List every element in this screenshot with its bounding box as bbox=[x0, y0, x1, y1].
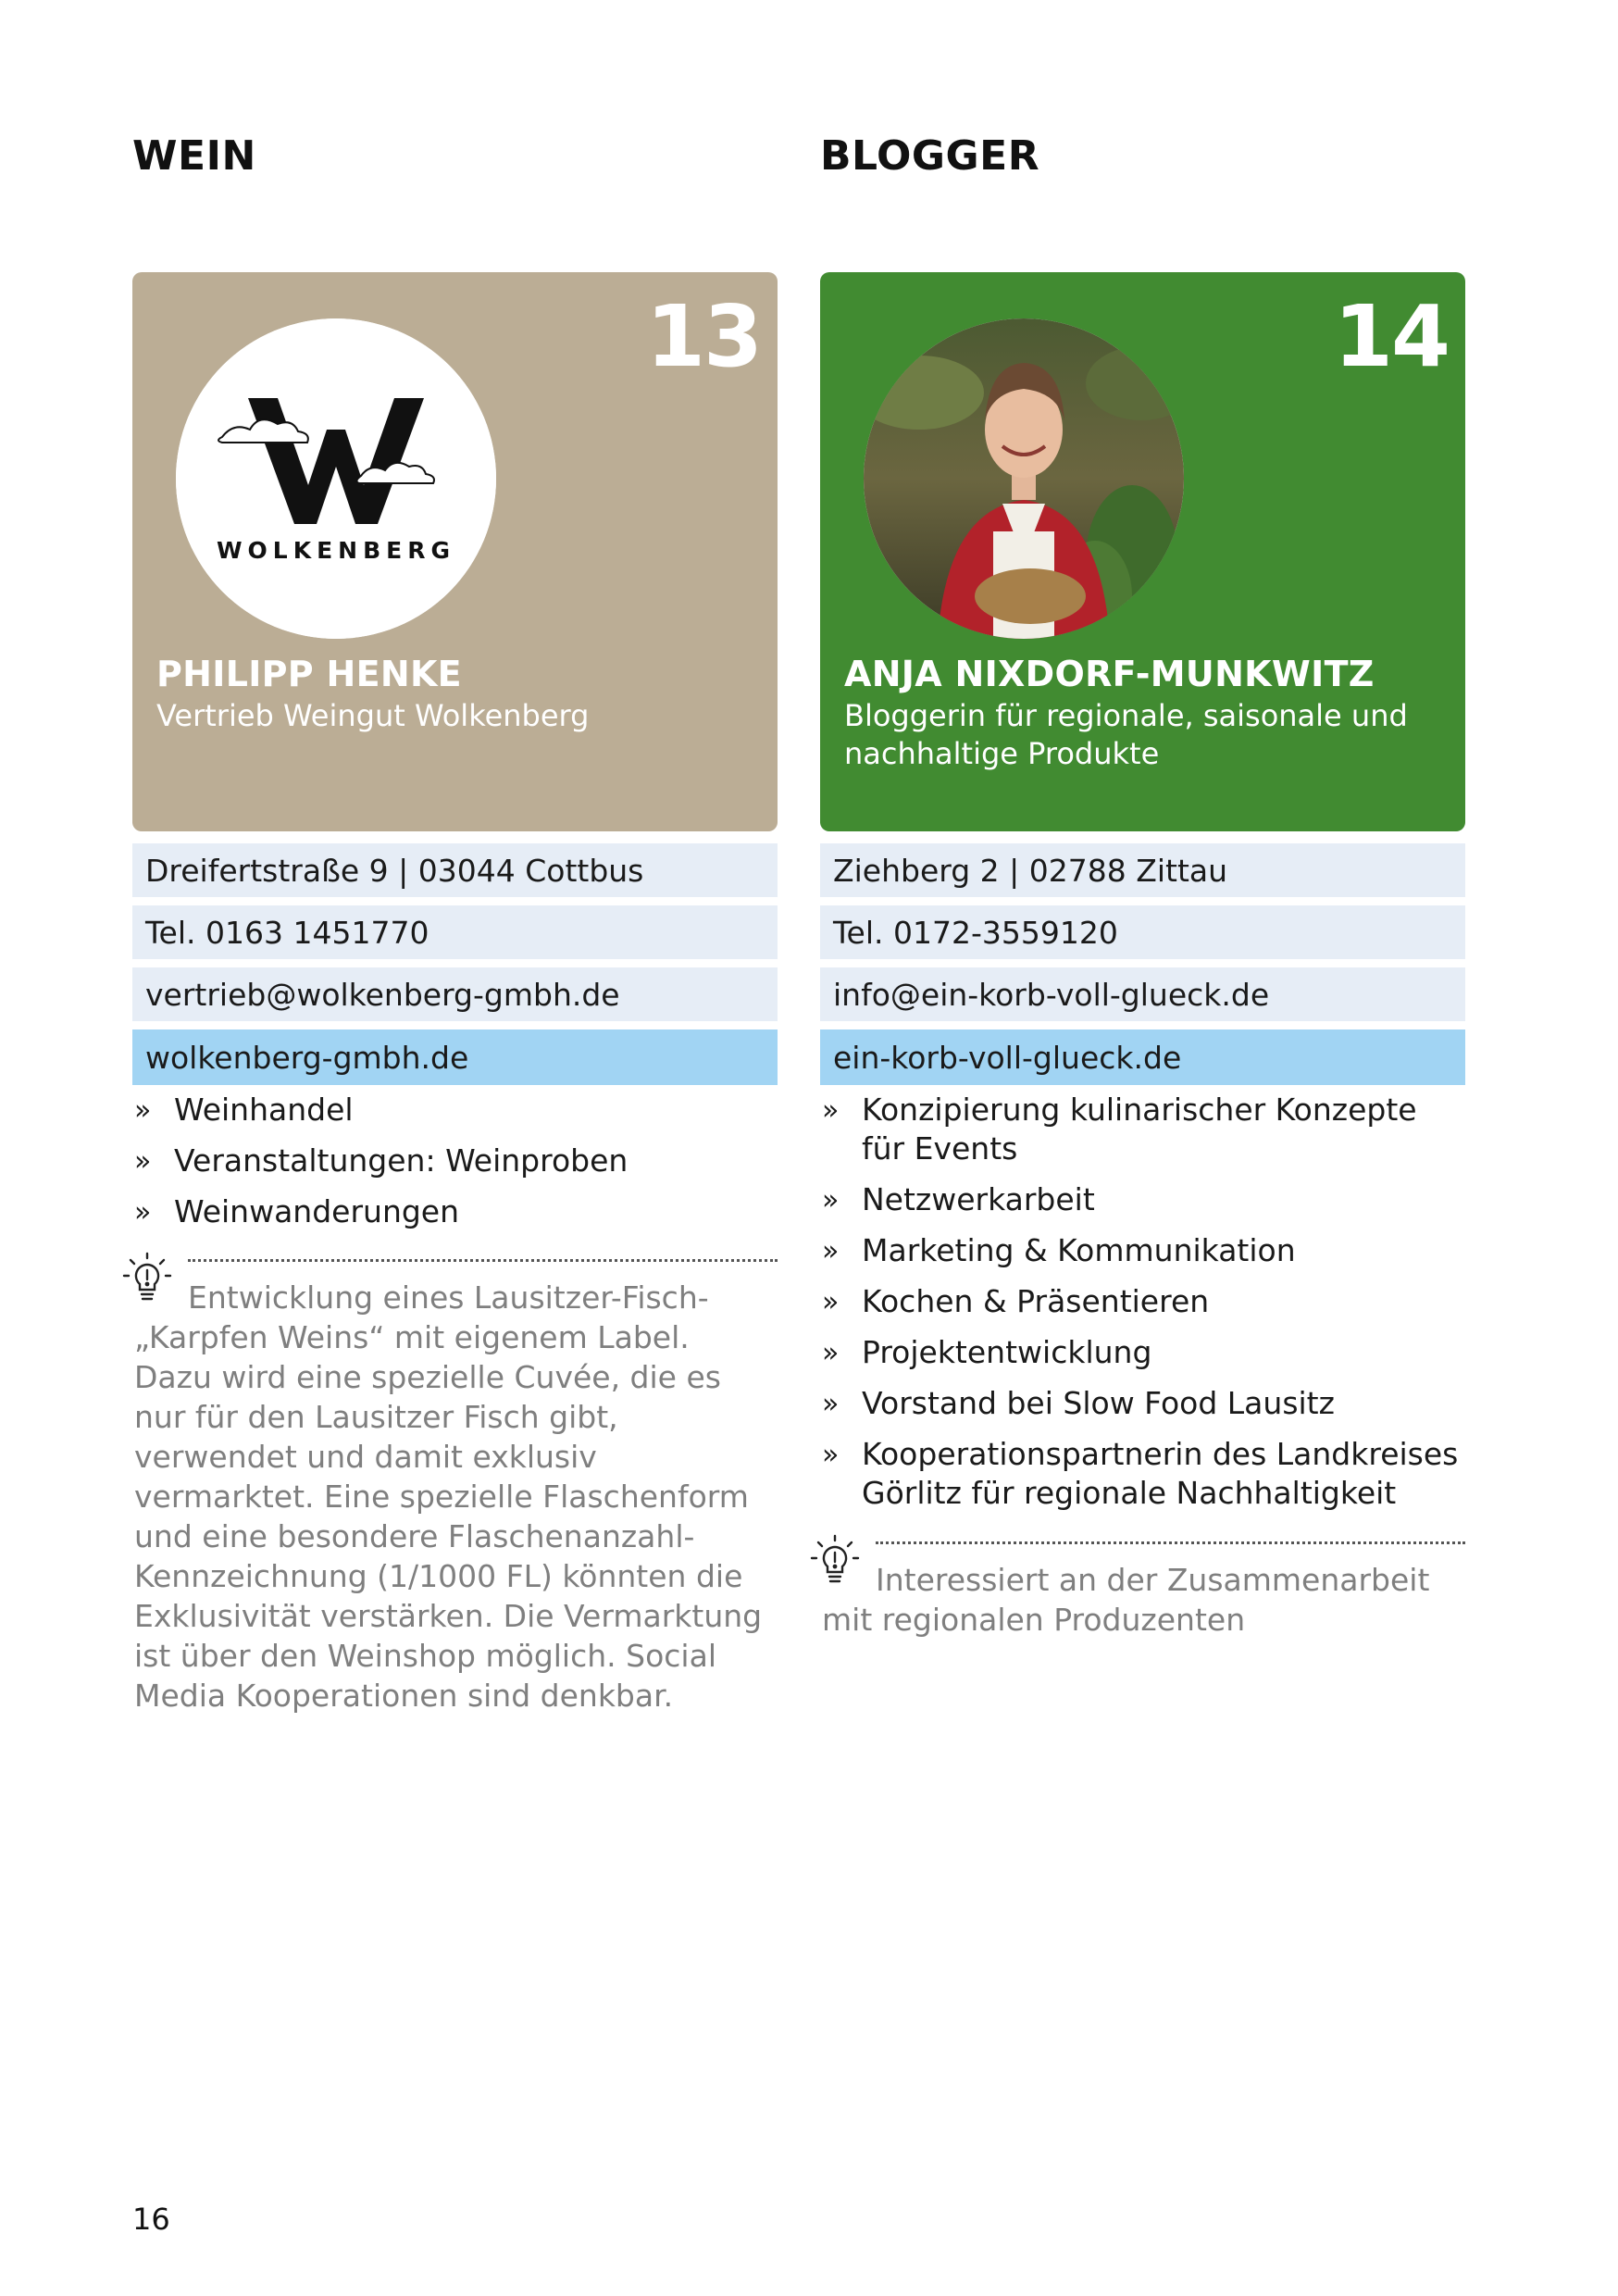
contact-info bbox=[132, 843, 778, 1093]
website-link[interactable]: ein-korb-voll-glueck.de bbox=[820, 1029, 1465, 1085]
website-link[interactable]: wolkenberg-gmbh.de bbox=[132, 1029, 778, 1085]
portrait-image bbox=[864, 318, 1184, 639]
logo-text: WOLKENBERG bbox=[216, 537, 456, 564]
bullet-icon: » bbox=[134, 1094, 152, 1127]
bullet-icon: » bbox=[822, 1286, 840, 1318]
list-item bbox=[820, 1435, 1465, 1513]
services-list bbox=[132, 1091, 778, 1243]
list-item bbox=[132, 1192, 778, 1231]
bullet-icon: » bbox=[822, 1337, 840, 1369]
list-item-label: Kooperationspartnerin des Landkreises Görlitz für regionale Nachhaltigkeit bbox=[862, 1436, 1459, 1511]
wolkenberg-logo-icon bbox=[176, 318, 496, 639]
list-item-label: Weinhandel bbox=[174, 1092, 354, 1128]
list-item bbox=[820, 1384, 1465, 1423]
person-name: PHILIPP HENKE bbox=[156, 654, 462, 694]
list-item-label: Konzipierung kulinarischer Konzepte für Events bbox=[862, 1092, 1417, 1167]
list-item bbox=[132, 1091, 778, 1129]
bullet-icon: » bbox=[822, 1184, 840, 1217]
list-item-label: Netzwerkarbeit bbox=[862, 1181, 1095, 1217]
card-number: 14 bbox=[1333, 287, 1449, 386]
note-text: Interessiert an der Zusammenarbeit mit regionalen Produzenten bbox=[822, 1562, 1430, 1638]
list-item-label: Projektentwicklung bbox=[862, 1334, 1152, 1370]
dotted-divider bbox=[188, 1259, 778, 1262]
bullet-icon: » bbox=[134, 1196, 152, 1229]
list-item bbox=[820, 1282, 1465, 1321]
list-item bbox=[820, 1333, 1465, 1372]
dotted-divider bbox=[876, 1541, 1465, 1544]
email-row[interactable]: vertrieb@wolkenberg-gmbh.de bbox=[132, 967, 778, 1021]
bullet-icon: » bbox=[822, 1439, 840, 1471]
list-item-label: Weinwanderungen bbox=[174, 1193, 460, 1229]
contact-card bbox=[820, 272, 1465, 831]
contact-card bbox=[132, 272, 778, 831]
note-text: Entwicklung eines Lausitzer-Fisch-„Karpfen Weins“ mit eigenem Label. Dazu wird eine spezielle Cuvée, die es nur für den Lausitzer Fisch gibt, verwendet und damit exklusiv vermarktet. Eine spezielle Flaschenform und eine besondere Flaschenanzahl-Kennzeichnung (1/1000 FL) könnten die Exklusivität verstärken. Die Vermarktung ist über den Weinshop möglich. Social Media Kooperationen sind denkbar. bbox=[134, 1279, 763, 1714]
section-title: WEIN bbox=[132, 132, 256, 180]
portrait-photo bbox=[864, 318, 1184, 639]
list-item bbox=[820, 1180, 1465, 1219]
email-row[interactable]: info@ein-korb-voll-glueck.de bbox=[820, 967, 1465, 1021]
list-item-label: Kochen & Präsentieren bbox=[862, 1283, 1210, 1319]
bullet-icon: » bbox=[822, 1388, 840, 1420]
person-role: Vertrieb Weingut Wolkenberg bbox=[156, 698, 590, 733]
phone-row[interactable]: Tel. 0172-3559120 bbox=[820, 905, 1465, 959]
list-item-label: Vorstand bei Slow Food Lausitz bbox=[862, 1385, 1335, 1421]
list-item bbox=[132, 1142, 778, 1180]
person-name: ANJA NIXDORF-MUNKWITZ bbox=[844, 654, 1375, 694]
bullet-icon: » bbox=[822, 1235, 840, 1267]
company-logo bbox=[176, 318, 496, 639]
list-item bbox=[820, 1231, 1465, 1270]
card-number: 13 bbox=[645, 287, 761, 386]
services-list bbox=[820, 1091, 1465, 1525]
address-row: Ziehberg 2 | 02788 Zittau bbox=[820, 843, 1465, 897]
address-row: Dreifertstraße 9 | 03044 Cottbus bbox=[132, 843, 778, 897]
section-title: BLOGGER bbox=[820, 132, 1040, 180]
list-item-label: Veranstaltungen: Weinproben bbox=[174, 1142, 629, 1179]
bullet-icon: » bbox=[822, 1094, 840, 1127]
list-item bbox=[820, 1091, 1465, 1168]
phone-row[interactable]: Tel. 0163 1451770 bbox=[132, 905, 778, 959]
page-number: 16 bbox=[132, 2202, 170, 2237]
list-item-label: Marketing & Kommunikation bbox=[862, 1232, 1296, 1268]
person-role: Bloggerin für regionale, saisonale und nachhaltige Produkte bbox=[844, 698, 1408, 771]
contact-info bbox=[820, 843, 1465, 1093]
bullet-icon: » bbox=[134, 1145, 152, 1178]
